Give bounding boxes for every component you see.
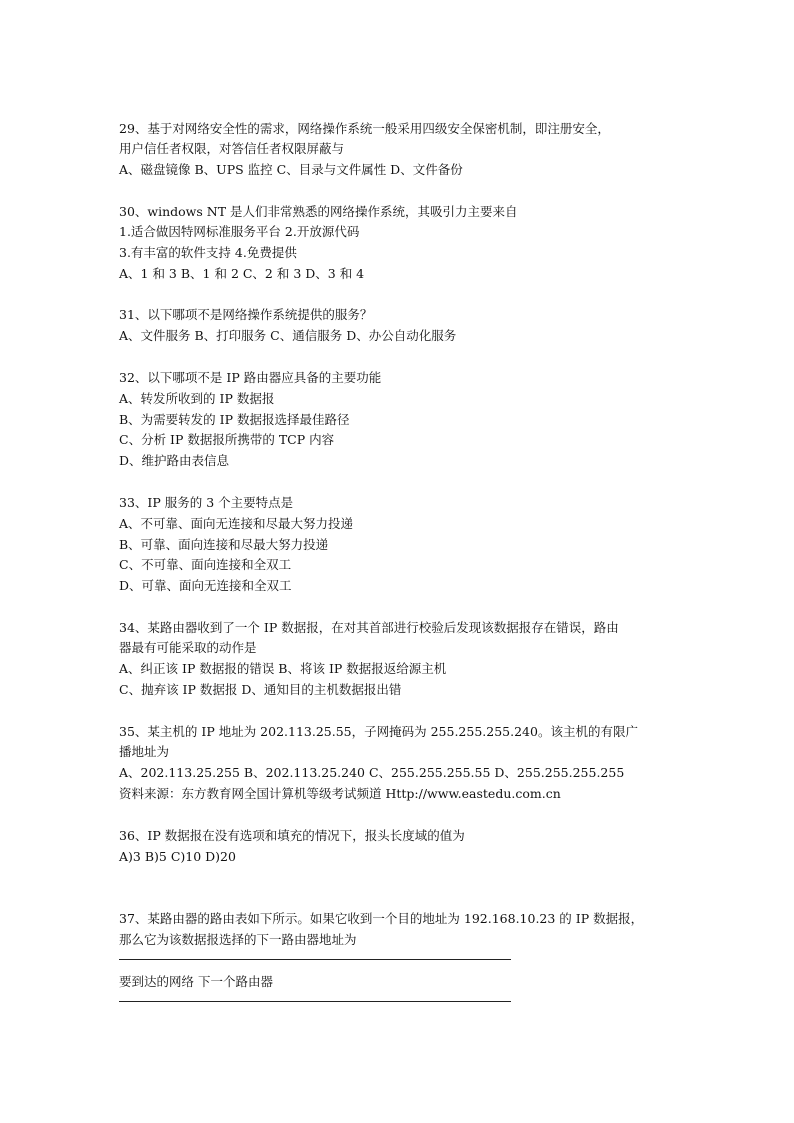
q35-options: A、202.113.25.255 B、202.113.25.240 C、255.255.255.55 D、255.255.255.255 bbox=[119, 765, 625, 780]
q37-text-line-2: 那么它为该数据报选择的下一路由器地址为 bbox=[119, 932, 357, 947]
q29-options: A、磁盘镜像 B、UPS 监控 C、目录与文件属性 D、文件备份 bbox=[119, 162, 463, 177]
q36-options: A)3 B)5 C)10 D)20 bbox=[119, 849, 236, 864]
q35-source-note: 资料来源：东方教育网全国计算机等级考试频道 Http://www.eastedu.com.cn bbox=[119, 786, 561, 801]
q32-option-b: B、为需要转发的 IP 数据报选择最佳路径 bbox=[119, 412, 350, 427]
q30-text-line-3: 3.有丰富的软件支持 4.免费提供 bbox=[119, 245, 297, 260]
q36-text-line-1: 36、IP 数据报在没有选项和填充的情况下，报头长度域的值为 bbox=[119, 828, 465, 843]
q34-options-line-1: A、纠正该 IP 数据报的错误 B、将该 IP 数据报返给源主机 bbox=[119, 661, 447, 676]
q35-text-line-2: 播地址为 bbox=[119, 744, 170, 759]
table-rule-bottom bbox=[119, 1001, 511, 1002]
q30-text-line-2: 1.适合做因特网标准服务平台 2.开放源代码 bbox=[119, 224, 360, 239]
q30-text-line-1: 30、windows NT 是人们非常熟悉的网络操作系统，其吸引力主要来自 bbox=[119, 204, 518, 219]
q30-options: A、1 和 3 B、1 和 2 C、2 和 3 D、3 和 4 bbox=[119, 266, 365, 281]
q33-option-d: D、可靠、面向无连接和全双工 bbox=[119, 578, 292, 593]
q32-option-d: D、维护路由表信息 bbox=[119, 453, 230, 468]
q34-options-line-2: C、抛弃该 IP 数据报 D、通知目的主机数据报出错 bbox=[119, 682, 402, 697]
q32-option-a: A、转发所收到的 IP 数据报 bbox=[119, 391, 275, 406]
q32-option-c: C、分析 IP 数据报所携带的 TCP 内容 bbox=[119, 432, 335, 447]
table-rule-top bbox=[119, 959, 511, 960]
q32-text-line-1: 32、以下哪项不是 IP 路由器应具备的主要功能 bbox=[119, 370, 382, 385]
q37-table-header: 要到达的网络 下一个路由器 bbox=[119, 974, 273, 989]
q34-text-line-1: 34、某路由器收到了一个 IP 数据报，在对其首部进行校验后发现该数据报存在错误，路由 bbox=[119, 620, 619, 635]
q31-options: A、文件服务 B、打印服务 C、通信服务 D、办公自动化服务 bbox=[119, 328, 457, 343]
q33-option-b: B、可靠、面向连接和尽最大努力投递 bbox=[119, 537, 329, 552]
q33-option-c: C、不可靠、面向连接和全双工 bbox=[119, 557, 292, 572]
q35-text-line-1: 35、某主机的 IP 地址为 202.113.25.55，子网掩码为 255.255.255.240。该主机的有限广 bbox=[119, 724, 638, 739]
q33-option-a: A、不可靠、面向无连接和尽最大努力投递 bbox=[119, 516, 354, 531]
q29-text-line-1: 29、基于对网络安全性的需求，网络操作系统一般采用四级安全保密机制，即注册安全， bbox=[119, 121, 610, 136]
q31-text-line-1: 31、以下哪项不是网络操作系统提供的服务？ bbox=[119, 307, 373, 322]
q29-text-line-2: 用户信任者权限，对答信任者权限屏蔽与 bbox=[119, 141, 345, 156]
q34-text-line-2: 器最有可能采取的动作是 bbox=[119, 640, 257, 655]
q33-text-line-1: 33、IP 服务的 3 个主要特点是 bbox=[119, 495, 294, 510]
q37-text-line-1: 37、某路由器的路由表如下所示。如果它收到一个目的地址为 192.168.10.23 的 IP 数据报， bbox=[119, 911, 644, 926]
